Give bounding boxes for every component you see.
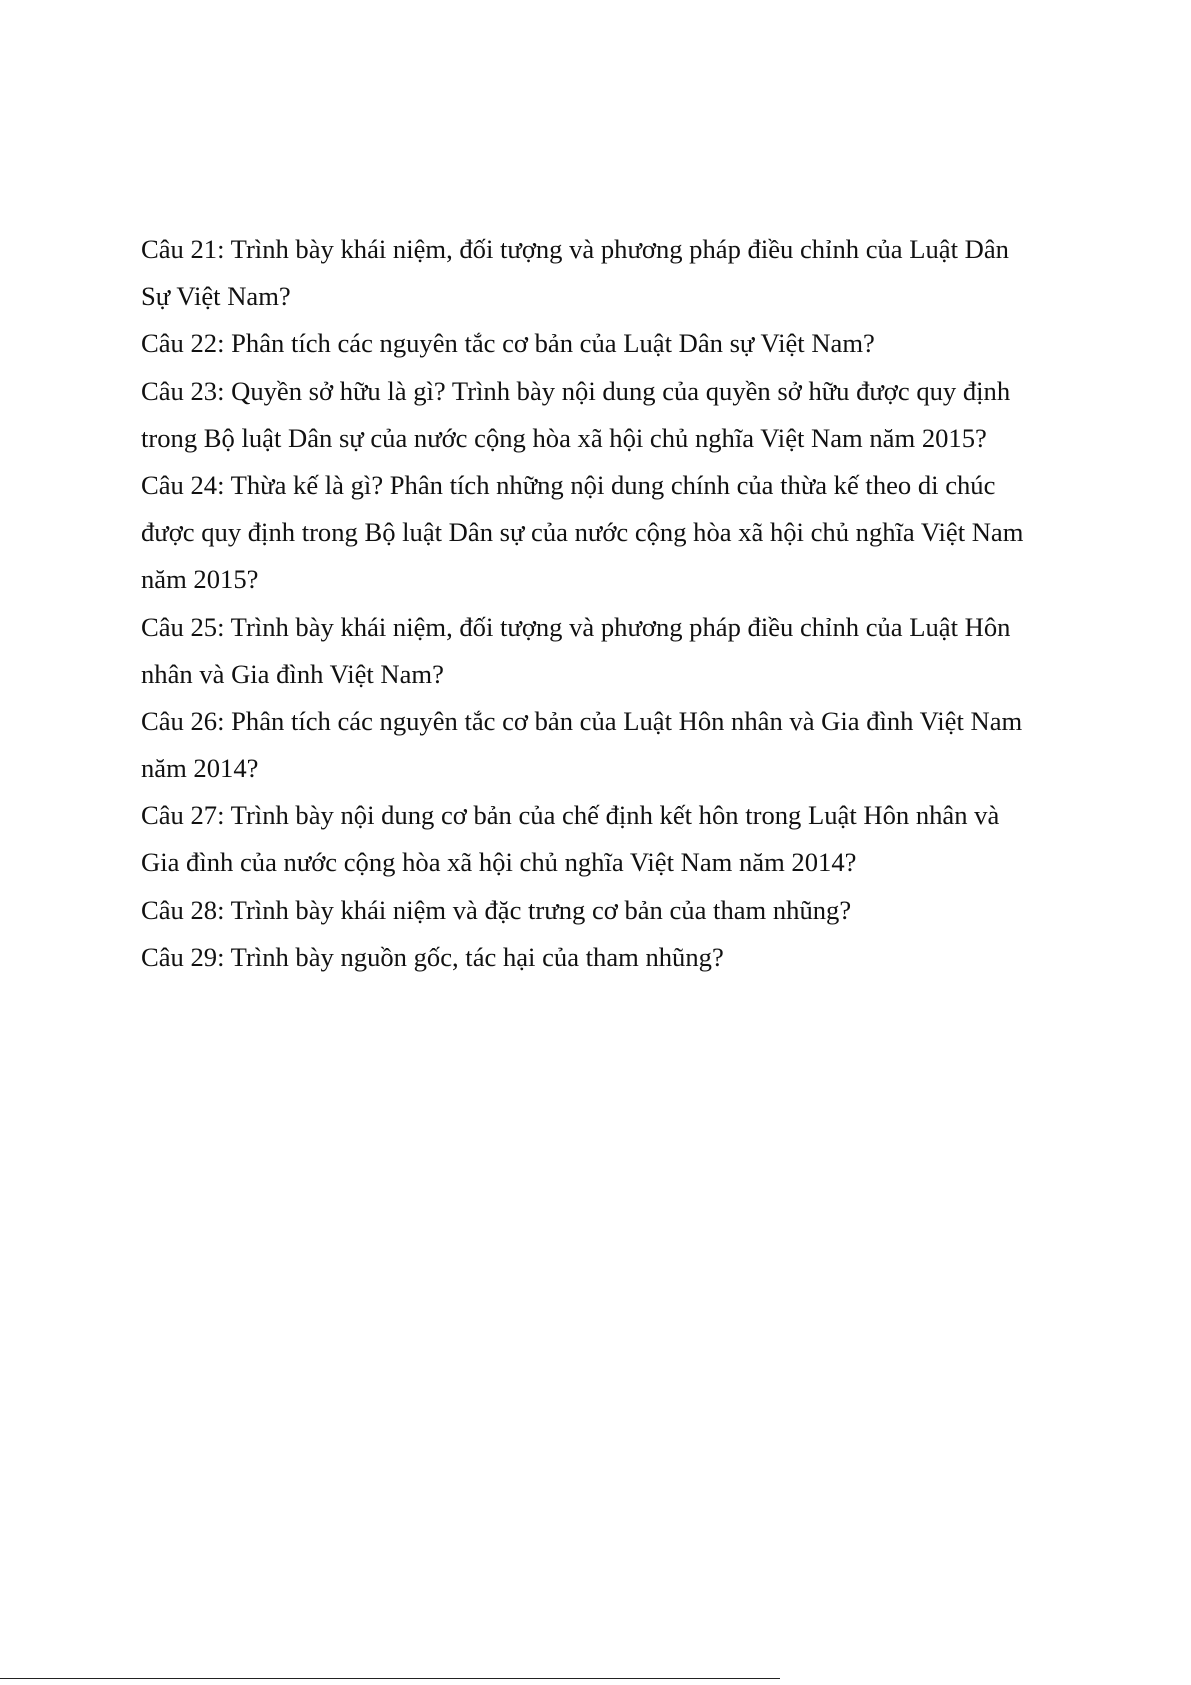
text-line: nhân và Gia đình Việt Nam? (141, 658, 444, 689)
text-line: được quy định trong Bộ luật Dân sự của nước cộng hòa xã hội chủ nghĩa Việt Nam (141, 517, 1024, 548)
text-line: Sự Việt Nam? (141, 281, 291, 312)
text-line: Câu 26: Phân tích các nguyên tắc cơ bản của Luật Hôn nhân và Gia đình Việt Nam (141, 705, 1023, 736)
text-line: Câu 22: Phân tích các nguyên tắc cơ bản của Luật Dân sự Việt Nam? (141, 328, 875, 359)
text-line: Câu 24: Thừa kế là gì? Phân tích những nội dung chính của thừa kế theo di chúc (141, 469, 996, 500)
text-line: năm 2015? (141, 564, 259, 595)
text-line: Câu 29: Trình bày nguồn gốc, tác hại của tham nhũng? (141, 941, 724, 972)
text-line: Câu 21: Trình bày khái niệm, đối tượng và phương pháp điều chỉnh của Luật Dân (141, 234, 1009, 264)
text-line: trong Bộ luật Dân sự của nước cộng hòa xã hội chủ nghĩa Việt Nam năm 2015? (141, 422, 987, 453)
page-bottom-rule (0, 1678, 780, 1679)
text-line: Gia đình của nước cộng hòa xã hội chủ nghĩa Việt Nam năm 2014? (141, 847, 857, 878)
text-line: Câu 27: Trình bày nội dung cơ bản của chế định kết hôn trong Luật Hôn nhân và (141, 800, 1000, 831)
question-list (141, 226, 1071, 981)
text-line: Câu 23: Quyền sở hữu là gì? Trình bày nội dung của quyền sở hữu được quy định (141, 375, 1011, 406)
text-line: năm 2014? (141, 753, 259, 784)
text-line: Câu 25: Trình bày khái niệm, đối tượng và phương pháp điều chỉnh của Luật Hôn (141, 611, 1011, 642)
text-line: Câu 28: Trình bày khái niệm và đặc trưng cơ bản của tham nhũng? (141, 894, 852, 925)
